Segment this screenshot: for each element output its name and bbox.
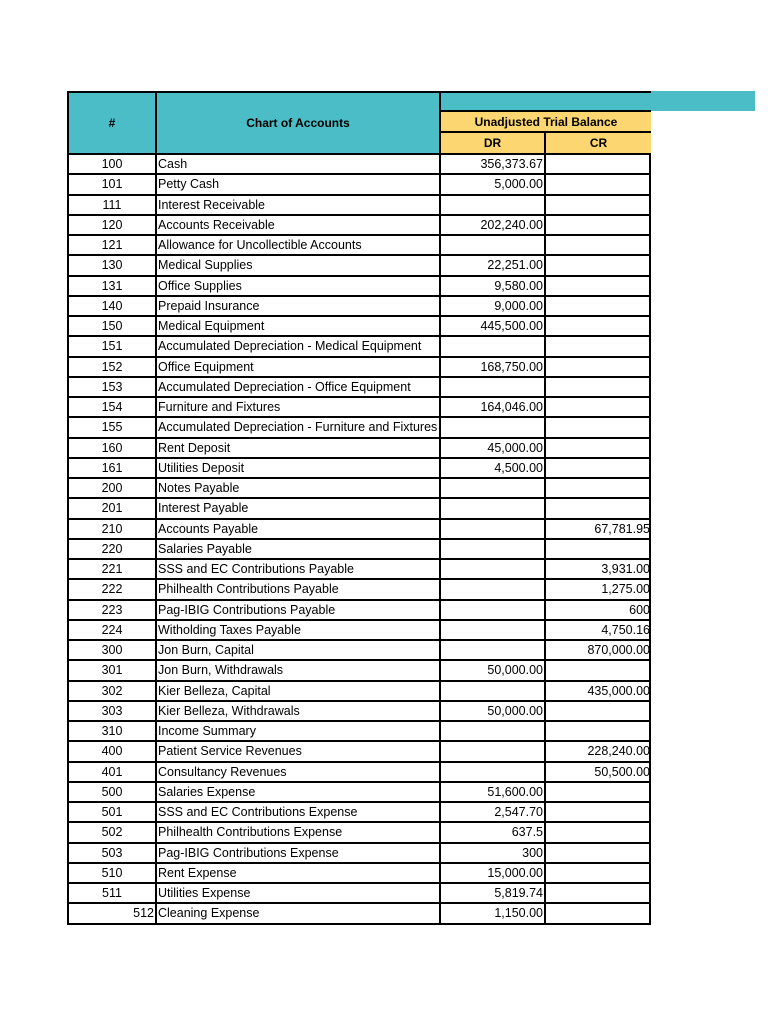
- account-name-cell[interactable]: Rent Deposit: [157, 439, 441, 457]
- debit-cell[interactable]: [441, 236, 546, 254]
- account-name-cell[interactable]: Pag-IBIG Contributions Expense: [157, 844, 441, 862]
- account-number-cell[interactable]: 151: [69, 337, 157, 355]
- account-name-cell[interactable]: Consultancy Revenues: [157, 763, 441, 781]
- account-name-cell[interactable]: Notes Payable: [157, 479, 441, 497]
- credit-cell[interactable]: [546, 459, 651, 477]
- account-name-cell[interactable]: Medical Equipment: [157, 317, 441, 335]
- debit-cell[interactable]: 5,000.00: [441, 175, 546, 193]
- account-name-cell[interactable]: Pag-IBIG Contributions Payable: [157, 601, 441, 619]
- credit-cell[interactable]: 228,240.00: [587, 744, 650, 759]
- account-name-cell[interactable]: Philhealth Contributions Payable: [157, 580, 441, 598]
- credit-cell[interactable]: [546, 864, 651, 882]
- account-name-cell[interactable]: Jon Burn, Withdrawals: [157, 661, 441, 679]
- account-number-cell[interactable]: 101: [69, 175, 157, 193]
- credit-cell[interactable]: [546, 439, 651, 457]
- account-name-cell[interactable]: Accumulated Depreciation - Furniture and Fixtures: [157, 418, 441, 436]
- debit-cell[interactable]: [441, 722, 546, 740]
- credit-cell[interactable]: 3,931.00: [601, 562, 650, 576]
- account-name-cell[interactable]: Accumulated Depreciation - Office Equipment: [157, 378, 441, 396]
- table-row: [69, 742, 651, 762]
- account-number-cell[interactable]: 155: [69, 418, 157, 436]
- table-row: [69, 884, 651, 904]
- account-number-cell[interactable]: 154: [69, 398, 157, 416]
- table-row: [69, 621, 651, 641]
- table-row: [69, 378, 651, 398]
- header-credit: CR: [546, 133, 651, 153]
- table-row: [69, 904, 651, 924]
- credit-cell[interactable]: [546, 398, 651, 416]
- account-name-cell[interactable]: SSS and EC Contributions Expense: [157, 803, 441, 821]
- table-row: [69, 783, 651, 803]
- table-row: [69, 297, 651, 317]
- table-row: [69, 175, 651, 195]
- account-number-cell[interactable]: 152: [69, 358, 157, 376]
- account-name-cell[interactable]: Kier Belleza, Withdrawals: [157, 702, 441, 720]
- header-band: [441, 93, 651, 112]
- table-row: [69, 580, 651, 600]
- account-number-cell[interactable]: 300: [69, 641, 157, 659]
- credit-cell[interactable]: [546, 904, 651, 924]
- table-row: [69, 236, 651, 256]
- credit-cell[interactable]: [546, 358, 651, 376]
- debit-cell[interactable]: [441, 540, 546, 558]
- account-number-cell[interactable]: 302: [69, 682, 157, 700]
- debit-cell[interactable]: [441, 479, 546, 497]
- credit-cell[interactable]: [546, 479, 651, 497]
- debit-cell[interactable]: 168,750.00: [441, 358, 546, 376]
- credit-cell[interactable]: 67,781.95: [594, 521, 650, 536]
- table-row: [69, 722, 651, 742]
- account-name-cell[interactable]: Interest Receivable: [157, 196, 441, 214]
- credit-cell[interactable]: 600: [629, 602, 650, 617]
- account-number-cell[interactable]: 224: [69, 621, 157, 639]
- table-row: [69, 682, 651, 702]
- table-row: [69, 641, 651, 661]
- debit-cell[interactable]: 202,240.00: [441, 216, 546, 234]
- account-name-cell[interactable]: Jon Burn, Capital: [157, 641, 441, 659]
- table-row: [69, 155, 651, 175]
- table-row: [69, 803, 651, 823]
- account-number-cell[interactable]: 200: [69, 479, 157, 497]
- debit-cell[interactable]: [441, 742, 546, 760]
- table-row: [69, 601, 651, 621]
- credit-cell[interactable]: [546, 823, 651, 841]
- debit-cell[interactable]: 51,600.00: [441, 783, 546, 801]
- account-name-cell[interactable]: Patient Service Revenues: [157, 742, 441, 760]
- credit-cell[interactable]: [546, 337, 651, 355]
- credit-cell[interactable]: 1,275.00: [601, 582, 650, 597]
- account-number-cell[interactable]: 301: [69, 661, 157, 679]
- account-number-cell[interactable]: 501: [69, 803, 157, 821]
- credit-cell[interactable]: [546, 216, 651, 234]
- credit-cell[interactable]: [546, 702, 651, 720]
- account-number-cell[interactable]: 131: [69, 277, 157, 295]
- debit-cell[interactable]: [441, 337, 546, 355]
- header-debit: DR: [441, 133, 546, 153]
- credit-cell[interactable]: [546, 175, 651, 193]
- account-rows: [69, 153, 651, 925]
- account-name-cell[interactable]: SSS and EC Contributions Payable: [157, 560, 441, 578]
- table-row: [69, 661, 651, 681]
- debit-cell[interactable]: 5,819.74: [441, 884, 546, 902]
- account-name-cell[interactable]: Allowance for Uncollectible Accounts: [157, 236, 441, 254]
- account-name-cell[interactable]: Office Supplies: [157, 277, 441, 295]
- account-name-cell[interactable]: Philhealth Contributions Expense: [157, 823, 441, 841]
- trial-balance-sheet: [67, 91, 651, 925]
- table-row: [69, 702, 651, 722]
- account-number-cell[interactable]: 100: [69, 155, 157, 173]
- account-number-cell[interactable]: 222: [69, 580, 157, 598]
- account-name-cell[interactable]: Salaries Payable: [157, 540, 441, 558]
- credit-cell[interactable]: 50,500.00: [594, 764, 650, 779]
- debit-cell[interactable]: [441, 418, 546, 436]
- account-name-cell[interactable]: Witholding Taxes Payable: [157, 621, 441, 639]
- account-number-cell[interactable]: 310: [69, 722, 157, 740]
- table-row: [69, 337, 651, 357]
- debit-cell[interactable]: [441, 560, 546, 578]
- account-name-cell[interactable]: Medical Supplies: [157, 256, 441, 274]
- table-row: [69, 540, 651, 560]
- credit-cell[interactable]: [546, 196, 651, 214]
- account-name-cell[interactable]: Cleaning Expense: [157, 904, 441, 924]
- table-row: [69, 844, 651, 864]
- account-number-cell[interactable]: 500: [69, 783, 157, 801]
- credit-cell[interactable]: [546, 783, 651, 801]
- debit-cell[interactable]: 445,500.00: [441, 317, 546, 335]
- debit-cell[interactable]: 50,000.00: [441, 702, 546, 720]
- table-row: [69, 560, 651, 580]
- account-number-cell[interactable]: 303: [69, 702, 157, 720]
- credit-cell[interactable]: [546, 236, 651, 254]
- account-name-cell[interactable]: Rent Expense: [157, 864, 441, 882]
- header-chart-of-accounts: Chart of Accounts: [157, 93, 441, 153]
- table-row: [69, 358, 651, 378]
- account-name-cell[interactable]: Kier Belleza, Capital: [157, 682, 441, 700]
- debit-cell[interactable]: [441, 601, 546, 619]
- table-row: [69, 216, 651, 236]
- account-name-cell[interactable]: Petty Cash: [157, 175, 441, 193]
- account-number-cell[interactable]: 510: [69, 864, 157, 882]
- credit-cell[interactable]: [546, 277, 651, 295]
- account-number-cell[interactable]: 223: [69, 601, 157, 619]
- table-row: [69, 823, 651, 843]
- account-name-cell[interactable]: Furniture and Fixtures: [157, 398, 441, 416]
- account-number-cell[interactable]: 160: [69, 439, 157, 457]
- debit-cell[interactable]: [441, 520, 546, 538]
- credit-cell[interactable]: [546, 540, 651, 558]
- credit-cell[interactable]: [546, 418, 651, 436]
- table-row: [69, 479, 651, 499]
- debit-cell[interactable]: 2,547.70: [441, 803, 546, 821]
- debit-cell[interactable]: 50,000.00: [441, 661, 546, 679]
- header-band-extension: [650, 91, 755, 111]
- account-name-cell[interactable]: Accounts Payable: [157, 520, 441, 538]
- account-number-cell[interactable]: 161: [69, 459, 157, 477]
- debit-cell[interactable]: 300: [441, 844, 546, 862]
- debit-cell[interactable]: 9,000.00: [441, 297, 546, 315]
- account-number-cell[interactable]: 111: [69, 196, 157, 214]
- table-row: [69, 317, 651, 337]
- credit-cell[interactable]: [546, 256, 651, 274]
- account-name-cell[interactable]: Salaries Expense: [157, 783, 441, 801]
- account-number-cell[interactable]: 221: [69, 560, 157, 578]
- debit-cell[interactable]: 4,500.00: [441, 459, 546, 477]
- account-name-cell[interactable]: Income Summary: [157, 722, 441, 740]
- credit-cell[interactable]: 870,000.00: [587, 643, 650, 657]
- credit-cell[interactable]: [546, 499, 651, 517]
- debit-cell[interactable]: [441, 196, 546, 214]
- debit-cell[interactable]: [441, 682, 546, 700]
- debit-cell[interactable]: [441, 378, 546, 396]
- header-unadjusted-trial-balance: Unadjusted Trial Balance: [441, 112, 651, 133]
- account-number-cell[interactable]: 120: [69, 216, 157, 234]
- credit-cell[interactable]: [546, 297, 651, 315]
- account-number-cell[interactable]: 220: [69, 540, 157, 558]
- debit-cell[interactable]: 45,000.00: [441, 439, 546, 457]
- account-number-cell[interactable]: 511: [69, 884, 157, 902]
- account-name-cell[interactable]: Utilities Expense: [157, 884, 441, 902]
- account-number-cell[interactable]: 512: [69, 904, 157, 924]
- account-number-cell[interactable]: 140: [69, 297, 157, 315]
- account-name-cell[interactable]: Office Equipment: [157, 358, 441, 376]
- credit-cell[interactable]: [546, 884, 651, 902]
- account-name-cell[interactable]: Utilities Deposit: [157, 459, 441, 477]
- credit-cell[interactable]: [546, 317, 651, 335]
- table-row: [69, 398, 651, 418]
- debit-cell[interactable]: 637.5: [441, 823, 546, 841]
- table-row: [69, 277, 651, 297]
- account-number-cell[interactable]: 150: [69, 317, 157, 335]
- account-name-cell[interactable]: Prepaid Insurance: [157, 297, 441, 315]
- credit-cell[interactable]: [546, 155, 651, 173]
- credit-cell[interactable]: [546, 661, 651, 679]
- table-row: [69, 459, 651, 479]
- table-row: [69, 196, 651, 216]
- account-number-cell[interactable]: 153: [69, 378, 157, 396]
- debit-cell[interactable]: [441, 621, 546, 639]
- credit-cell[interactable]: 4,750.16: [601, 622, 650, 637]
- debit-cell[interactable]: [441, 499, 546, 517]
- debit-cell[interactable]: 9,580.00: [441, 277, 546, 295]
- debit-cell[interactable]: [441, 763, 546, 781]
- table-row: [69, 256, 651, 276]
- account-number-cell[interactable]: 401: [69, 763, 157, 781]
- debit-cell[interactable]: 15,000.00: [441, 864, 546, 882]
- account-number-cell[interactable]: 121: [69, 236, 157, 254]
- header-number: #: [69, 93, 157, 153]
- credit-cell[interactable]: [546, 722, 651, 740]
- credit-cell[interactable]: [546, 803, 651, 821]
- table-row: [69, 499, 651, 519]
- credit-cell[interactable]: 435,000.00: [587, 683, 650, 698]
- account-number-cell[interactable]: 210: [69, 520, 157, 538]
- debit-cell[interactable]: 356,373.67: [441, 155, 546, 173]
- debit-cell[interactable]: 22,251.00: [441, 256, 546, 274]
- account-number-cell[interactable]: 130: [69, 256, 157, 274]
- debit-cell[interactable]: [441, 641, 546, 659]
- credit-cell[interactable]: [546, 844, 651, 862]
- debit-cell[interactable]: [441, 580, 546, 598]
- account-number-cell[interactable]: 400: [69, 742, 157, 760]
- debit-cell[interactable]: 1,150.00: [441, 904, 546, 924]
- table-row: [69, 439, 651, 459]
- account-name-cell[interactable]: Cash: [157, 155, 441, 173]
- account-name-cell[interactable]: Accumulated Depreciation - Medical Equipment: [157, 337, 441, 355]
- table-row: [69, 864, 651, 884]
- credit-cell[interactable]: [546, 378, 651, 396]
- account-number-cell[interactable]: 502: [69, 823, 157, 841]
- account-name-cell[interactable]: Accounts Receivable: [157, 216, 441, 234]
- account-number-cell[interactable]: 201: [69, 499, 157, 517]
- account-number-cell[interactable]: 503: [69, 844, 157, 862]
- table-row: [69, 520, 651, 540]
- table-row: [69, 418, 651, 438]
- debit-cell[interactable]: 164,046.00: [441, 398, 546, 416]
- table-row: [69, 763, 651, 783]
- account-name-cell[interactable]: Interest Payable: [157, 499, 441, 517]
